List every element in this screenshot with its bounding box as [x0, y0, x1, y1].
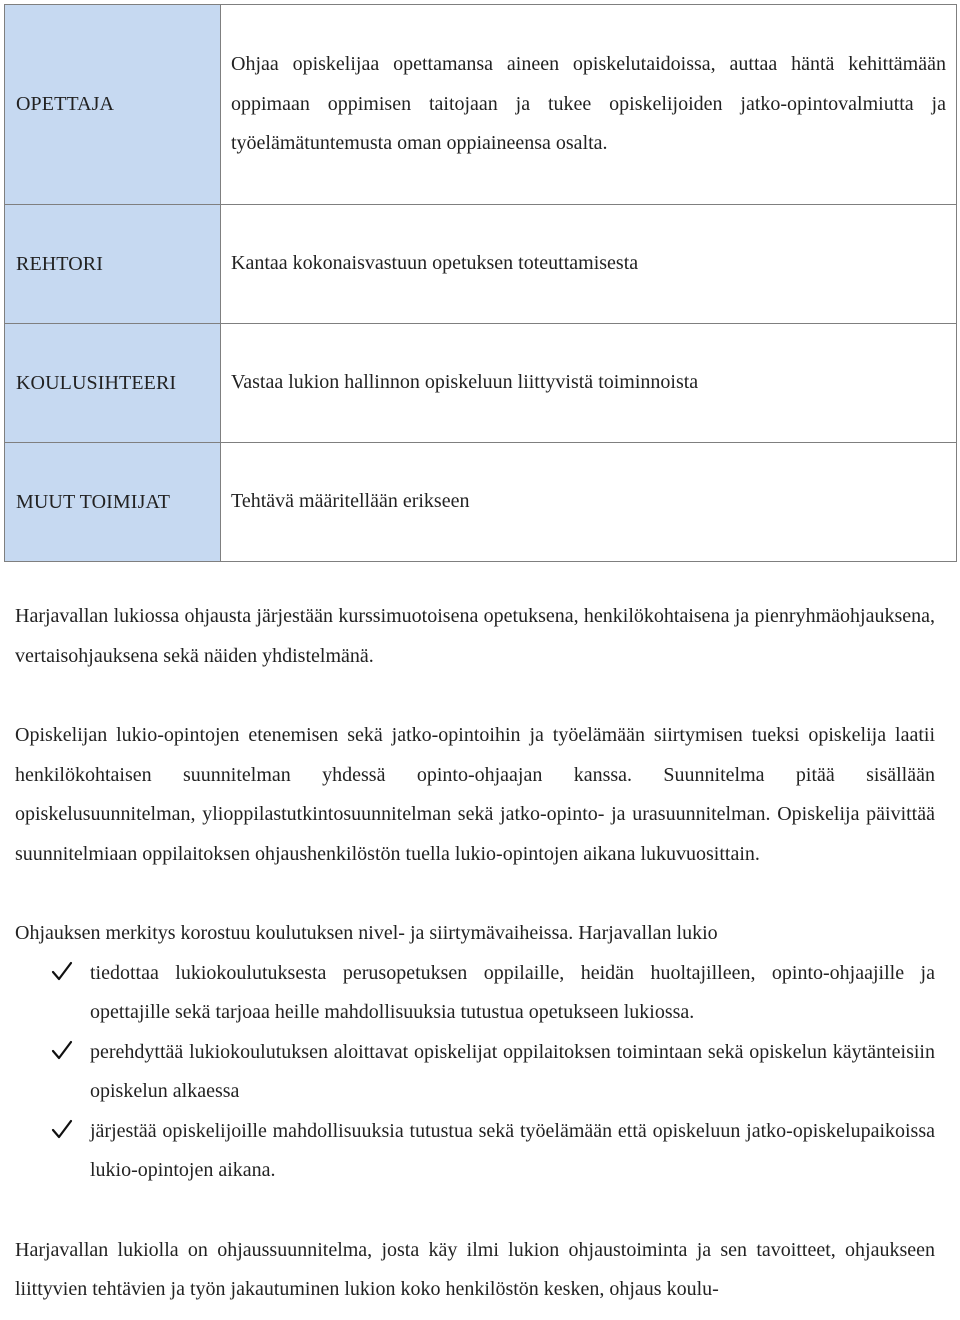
role-description: Kantaa kokonaisvastuun opetuksen toteuttamisesta [221, 205, 957, 324]
checklist [15, 954, 935, 1191]
role-description: Tehtävä määritellään erikseen [221, 443, 957, 562]
role-row-rehtori [5, 205, 957, 324]
list-item [15, 1112, 935, 1191]
list-item-text: perehdyttää lukiokoulutuksen aloittavat opiskelijat oppilaitoksen toimintaan sekä opiskelun käytänteisiin opiskelun alkaessa [90, 1040, 935, 1102]
role-row-muut-toimijat [5, 443, 957, 562]
checkmark-icon [51, 960, 73, 982]
list-item [15, 954, 935, 1033]
role-name: OPETTAJA [5, 5, 221, 205]
roles-table [4, 4, 957, 562]
paragraph-ohjaussuunnitelma: Harjavallan lukiolla on ohjaussuunnitelma, josta käy ilmi lukion ohjaustoiminta ja sen tavoitteet, ohjaukseen liittyvien tehtävien ja työn jakautuminen lukion koko henkilöstön kesken, ohjaus koulu- [15, 1238, 935, 1300]
list-item [15, 1033, 935, 1112]
document-body [15, 597, 935, 1310]
role-description: Ohjaa opiskelijaa opettamansa aineen opiskelutaidoissa, auttaa häntä kehittämään oppimaan oppimisen taitojaan ja tukee opiskelijoiden jatko-opintovalmiutta ja työelämätuntemusta oman oppiaineensa osalta. [221, 5, 957, 205]
role-name: REHTORI [5, 205, 221, 324]
role-row-koulusihteeri [5, 324, 957, 443]
list-item-text: tiedottaa lukiokoulutuksesta perusopetuksen oppilaille, heidän huoltajilleen, opinto-ohjaajille ja opettajille sekä tarjoaa heille mahdollisuuksia tutustua opetukseen lukiossa. [90, 961, 935, 1023]
paragraph-siirtymavaiheet: Ohjauksen merkitys korostuu koulutuksen nivel- ja siirtymävaiheissa. Harjavallan lukio [15, 922, 718, 944]
checkmark-icon [51, 1118, 73, 1140]
paragraph-ohjausmuodot: Harjavallan lukiossa ohjausta järjestään kurssimuotoisena opetuksena, henkilökohtaisena ja pienryhmäohjauksena, vertaisohjauksena sekä näiden yhdistelmänä. [15, 605, 935, 667]
role-description: Vastaa lukion hallinnon opiskeluun liittyvistä toiminnoista [221, 324, 957, 443]
list-item-text: järjestää opiskelijoille mahdollisuuksia tutustua sekä työelämään että opiskeluun jatko-opiskelupaikoissa lukio-opintojen aikana. [90, 1119, 935, 1181]
paragraph-henkilokohtainen-suunnitelma: Opiskelijan lukio-opintojen etenemisen sekä jatko-opintoihin ja työelämään siirtymisen tueksi opiskelija laatii henkilökohtaisen suunnitelman yhdessä opinto-ohjaajan kanssa. Suunnitelma pitää sisällään opiskelusuunnitelman, ylioppilastutkintosuunnitelman sekä jatko-opinto- ja urasuunnitelman. Opiskelija päivittää suunnitelmiaan oppilaitoksen ohjaushenkilöstön tuella lukio-opintojen aikana lukuvuosittain. [15, 724, 935, 865]
checkmark-icon [51, 1039, 73, 1061]
role-row-opettaja [5, 5, 957, 205]
role-name: KOULUSIHTEERI [5, 324, 221, 443]
role-name: MUUT TOIMIJAT [5, 443, 221, 562]
